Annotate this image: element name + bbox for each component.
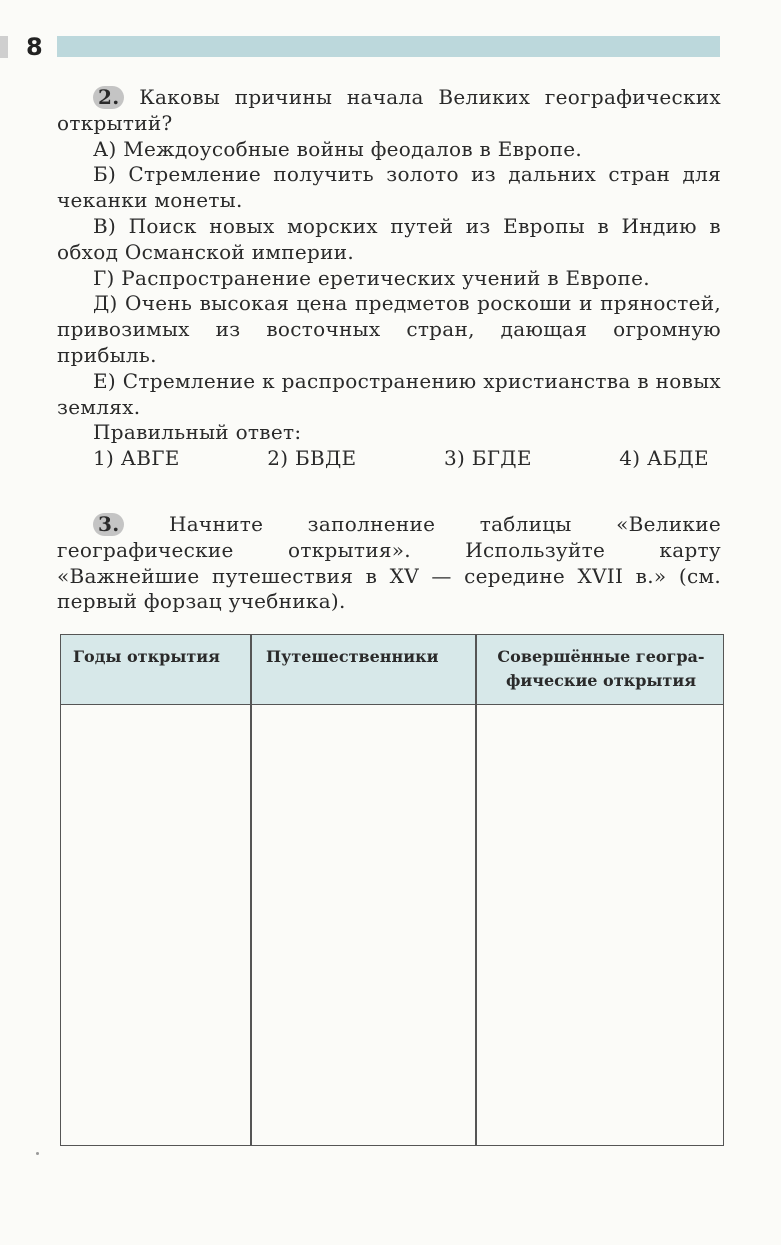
question-3-block [57,512,721,615]
answer-choice-3: 3) БГДЕ [443,446,532,471]
question-3-number: 3. [93,513,124,536]
header-discoveries-line-1: Совершённые геогра- [497,647,705,666]
header-discoveries [479,645,723,693]
option-g: Г) Распространение еретических учений в Европе. [93,265,650,290]
option-a: А) Междоусобные войны феодалов в Европе. [93,136,583,161]
answer-choice-1: 1) АВГЕ [93,446,180,471]
question-3-prompt [57,512,721,615]
question-2-number: 2. [93,86,124,109]
header-bar [57,36,720,57]
option-d: Д) Очень высокая цена предметов роскоши и пряностей, привозимых из восточных стран, дающая огромную прибыль. [57,291,721,367]
answer-choices [57,446,721,472]
page-edge-tab [0,36,8,58]
discoveries-table [60,634,724,1146]
answer-choice-2: 2) БВДЕ [267,446,357,471]
question-2-text: Каковы причины начала Великих географических открытий? [57,85,721,135]
table-body-cell-years[interactable] [61,705,250,1145]
option-v: В) Поиск новых морских путей из Европы в Индию в обход Османской империи. [57,213,721,264]
scan-speck [36,1152,39,1155]
answer-choice-4: 4) АБДЕ [619,446,709,471]
header-travelers: Путешественники [266,647,439,666]
table-body-cell-discoveries[interactable] [477,705,723,1145]
page-number: 8 [26,33,43,61]
table-body-cell-travelers[interactable] [252,705,475,1145]
question-2-block [57,85,721,472]
answer-label: Правильный ответ: [93,420,302,445]
header-discoveries-line-2: фические открытия [505,671,697,690]
option-b: Б) Стремление получить золото из дальних стран для чеканки монеты. [57,162,721,213]
question-3-text: Начните заполнение таблицы «Великие географические открытия». Используйте карту «Важнейшие путешествия в XV — середине XVII в.» (см. первый форзац учебника). [57,512,721,614]
option-e: Е) Стремление к распространению христианства в новых землях. [57,368,721,419]
header-years: Годы открытия [73,647,220,666]
question-2-prompt [57,85,721,137]
